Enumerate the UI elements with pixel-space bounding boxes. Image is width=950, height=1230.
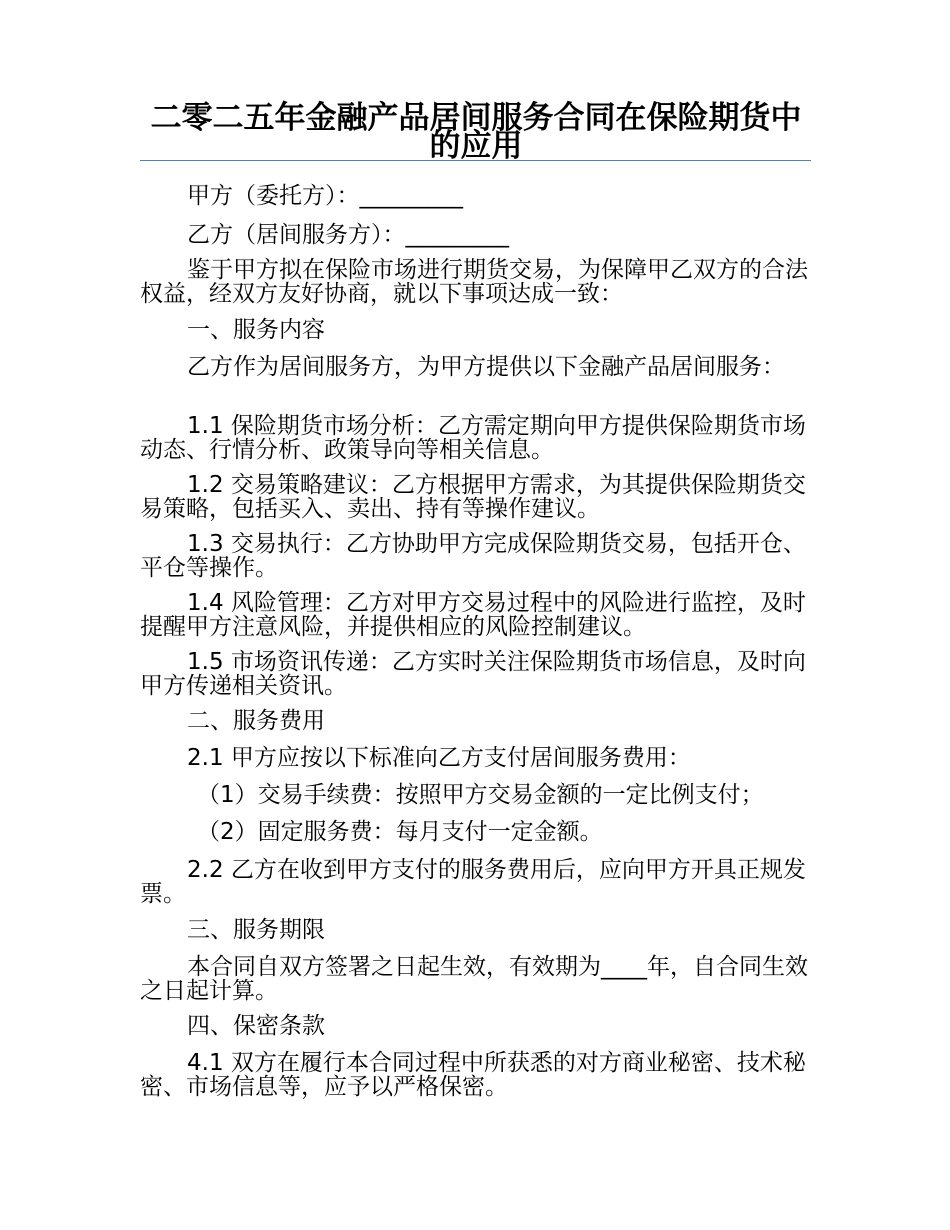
- party-a-label: 甲方（委托方）：: [187, 183, 360, 209]
- section-1-paragraph-6: 1.5 市场资讯传递：乙方实时关注保险期货市场信息，及时向甲方传递相关资讯。: [140, 649, 806, 699]
- document-title: 二零二五年金融产品居间服务合同在保险期货中的应用: [150, 100, 802, 164]
- section-1-paragraph-1: 乙方作为居间服务方，为甲方提供以下金融产品居间服务：: [187, 354, 785, 380]
- party-a-blank: _________: [359, 183, 463, 209]
- section-heading-2: 二、服务费用: [187, 708, 325, 734]
- section-heading-3: 三、服务期限: [187, 917, 325, 943]
- party-b-line: [140, 223, 812, 247]
- section-2-item-2: （2）固定服务费：每月支付一定金额。: [197, 819, 603, 845]
- party-a-line: [140, 184, 812, 208]
- section-2-paragraph-1: 2.1 甲方应按以下标准向乙方支付居间服务费用：: [187, 745, 691, 771]
- party-b-label: 乙方（居间服务方）：: [187, 222, 406, 248]
- party-b-blank: _________: [405, 222, 509, 248]
- section-heading-4: 四、保密条款: [187, 1013, 325, 1039]
- title-underline: [140, 160, 811, 161]
- section-2-item-1: （1）交易手续费：按照甲方交易金额的一定比例支付；: [197, 782, 764, 808]
- section-1-paragraph-3: 1.2 交易策略建议：乙方根据甲方需求，为其提供保险期货交易策略，包括买入、卖出、持有等操作建议。: [140, 472, 806, 522]
- section-3-paragraph-1: 本合同自双方签署之日起生效，有效期为____年，自合同生效之日起计算。: [140, 954, 808, 1004]
- section-1-paragraph-5: 1.4 风险管理：乙方对甲方交易过程中的风险进行监控，及时提醒甲方注意风险，并提供相应的风险控制建议。: [140, 590, 806, 640]
- section-4-paragraph-1: 4.1 双方在履行本合同过程中所获悉的对方商业秘密、技术秘密、市场信息等，应予以严格保密。: [140, 1050, 806, 1100]
- section-2-paragraph-2: 2.2 乙方在收到甲方支付的服务费用后，应向甲方开具正规发票。: [140, 857, 806, 907]
- preamble-paragraph: 鉴于甲方拟在保险市场进行期货交易，为保障甲乙双方的合法权益，经双方友好协商，就以下事项达成一致：: [140, 257, 808, 307]
- section-1-paragraph-4: 1.3 交易执行：乙方协助甲方完成保险期货交易，包括开仓、平仓等操作。: [140, 531, 806, 581]
- section-heading-1: 一、服务内容: [187, 317, 325, 343]
- section-1-paragraph-2: 1.1 保险期货市场分析：乙方需定期向甲方提供保险期货市场动态、行情分析、政策导向等相关信息。: [140, 413, 806, 463]
